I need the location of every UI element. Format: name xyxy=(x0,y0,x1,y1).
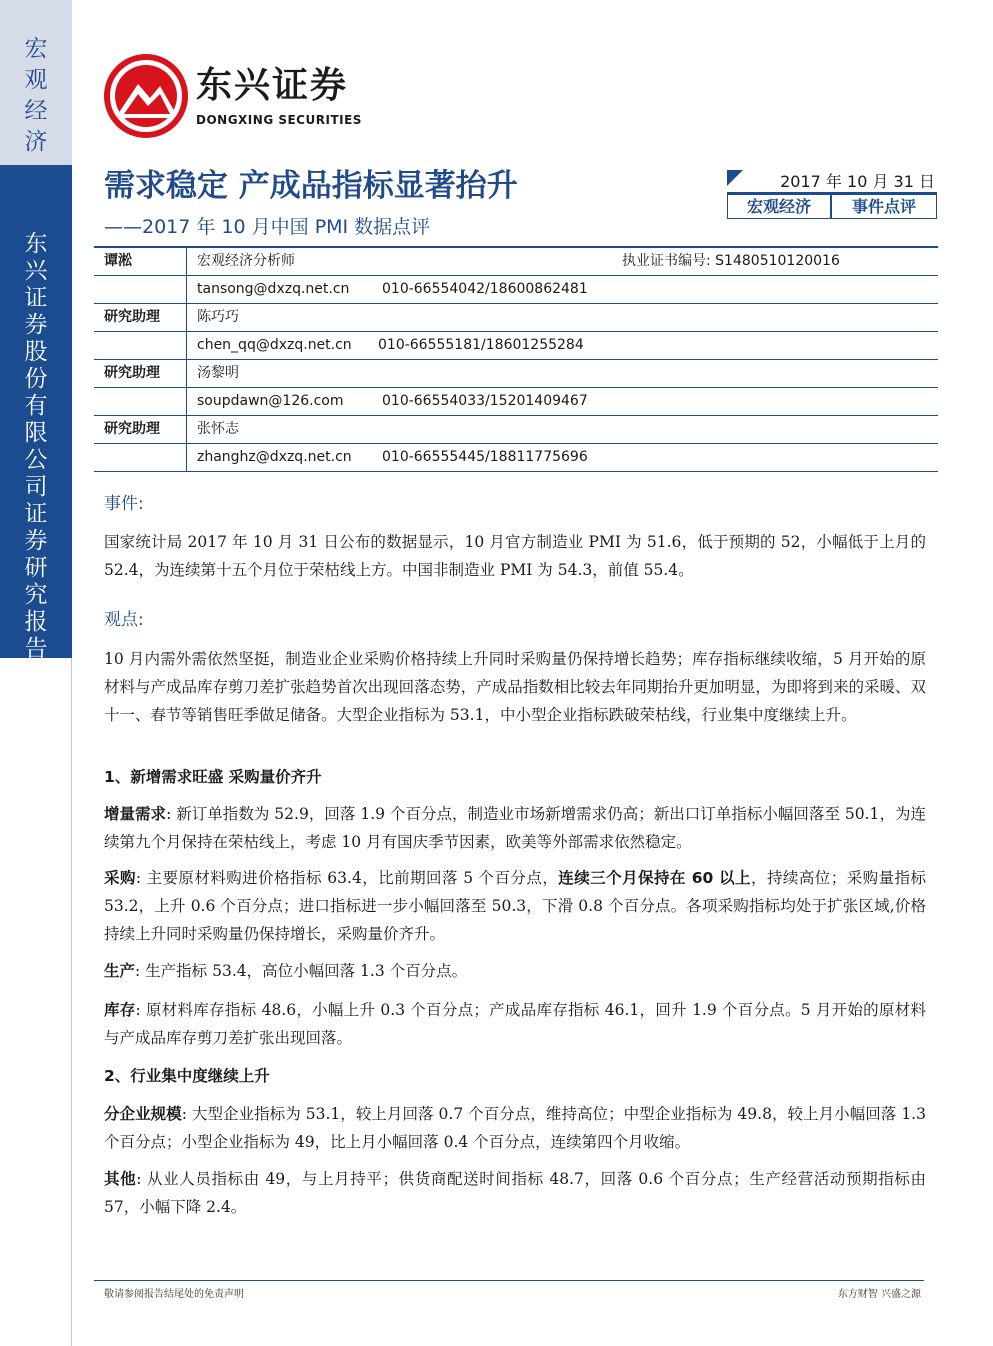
demand-label: 增量需求 xyxy=(104,805,167,823)
demand-text: : 新订单指数为 52.9，回落 1.9 个百分点，制造业市场新增需求仍高；新出口订单指标小幅回落至 50.1，为连续第九个月保持在荣枯线上，考虑 10 月有国庆季节因素，欧美等外部需求依然稳定。 xyxy=(104,805,926,851)
author-cert xyxy=(622,248,840,275)
author-role: 研究助理 xyxy=(104,365,160,381)
production-text: : 生产指标 53.4，高位小幅回落 1.3 个百分点。 xyxy=(135,962,468,980)
sidebar-divider xyxy=(71,658,72,1346)
author-contact-row xyxy=(94,388,938,416)
author-row xyxy=(94,360,938,388)
section2-heading: 2、行业集中度继续上升 xyxy=(104,1067,270,1085)
author-email[interactable]: tansong@dxzq.net.cn xyxy=(186,276,349,303)
author-name: 陈巧巧 xyxy=(186,304,239,331)
footer-disclaimer: 敬请参阅报告结尾处的免责声明 xyxy=(104,1289,244,1300)
cert-label: 执业证书编号: xyxy=(622,253,711,269)
cert-number: S1480510120016 xyxy=(715,253,840,269)
purchase-label: 采购 xyxy=(104,869,136,887)
sidebar-company-band xyxy=(0,165,72,662)
event-heading: 事件: xyxy=(104,494,144,514)
event-text: 国家统计局 2017 年 10 月 31 日公布的数据显示，10 月官方制造业 PMI 为 51.6，低于预期的 52，小幅低于上月的 52.4，为连续第十五个月位于荣枯线上方。中国非制造业 PMI 为 54.3，前值 55.4。 xyxy=(104,533,926,579)
sidebar-category: 宏观经济 xyxy=(24,36,48,155)
purchase-text-b: ，持续高位；采购量指标 53.2，上升 0.6 个百分点；进口指标进一步小幅回落至 50.3，下滑 0.8 个百分点。各项采购指标均处于扩张区域,价格持续上升同时采购量仍保持增长，采购量价齐升。 xyxy=(104,869,926,943)
author-phone: 010-66554033/15201409467 xyxy=(382,393,588,409)
demand-paragraph xyxy=(104,800,926,856)
brand-name-cn: 东兴证券 xyxy=(196,65,349,106)
footer-divider xyxy=(94,1280,924,1281)
brand-name-en: DONGXING SECURITIES xyxy=(196,113,362,127)
authors-table xyxy=(94,246,938,472)
dongxing-logo-icon xyxy=(104,54,188,138)
author-row xyxy=(94,416,938,444)
tag-event-review: 事件点评 xyxy=(831,194,937,219)
production-label: 生产 xyxy=(104,962,136,980)
author-name: 汤黎明 xyxy=(186,360,239,387)
author-role: 谭淞 xyxy=(104,253,132,269)
sidebar-company-report: 东兴证券股份有限公司证券研究报告 xyxy=(24,231,48,662)
author-email[interactable]: zhanghz@dxzq.net.cn xyxy=(186,444,352,471)
sidebar-category-band xyxy=(0,0,72,165)
production-paragraph xyxy=(104,957,926,985)
author-row xyxy=(94,304,938,332)
author-name: 张怀志 xyxy=(186,416,239,443)
purchase-highlight: 连续三个月保持在 60 以上 xyxy=(558,869,752,887)
other-paragraph xyxy=(104,1165,926,1221)
date-box xyxy=(727,166,937,194)
author-contact-row xyxy=(94,332,938,360)
report-title: 需求稳定 产成品指标显著抬升 xyxy=(104,168,518,204)
report-date: 2017 年 10 月 31 日 xyxy=(780,172,935,191)
author-contact-row xyxy=(94,276,938,304)
other-label: 其他 xyxy=(104,1170,137,1188)
inventory-label: 库存 xyxy=(104,1001,136,1019)
other-text: : 从业人员指标由 49，与上月持平；供货商配送时间指标 48.7，回落 0.6 个百分点；生产经营活动预期指标由 57，小幅下降 2.4。 xyxy=(104,1170,926,1216)
purchase-text-a: : 主要原材料购进价格指标 63.4，比前期回落 5 个百分点， xyxy=(135,869,559,887)
footer-slogan: 东方财智 兴盛之源 xyxy=(837,1289,921,1300)
author-phone: 010-66554042/18600862481 xyxy=(382,281,588,297)
inventory-text: : 原材料库存指标 48.6，小幅上升 0.3 个百分点；产成品库存指标 46.1，回升 1.9 个百分点。5 月开始的原材料与产成品库存剪刀差扩张出现回落。 xyxy=(104,1001,926,1047)
inventory-paragraph xyxy=(104,996,926,1052)
author-email[interactable]: soupdawn@126.com xyxy=(186,388,343,415)
author-phone: 010-66555445/18811775696 xyxy=(382,449,588,465)
author-contact-row xyxy=(94,444,938,471)
purchase-paragraph xyxy=(104,864,926,948)
author-role: 研究助理 xyxy=(104,421,160,437)
scale-label: 分企业规模 xyxy=(104,1105,182,1123)
author-role: 研究助理 xyxy=(104,309,160,325)
view-heading: 观点: xyxy=(104,610,144,630)
triangle-marker-icon xyxy=(727,170,743,186)
author-phone: 010-66555181/18601255284 xyxy=(378,337,584,353)
scale-paragraph xyxy=(104,1100,926,1156)
tag-macro: 宏观经济 xyxy=(727,194,831,219)
scale-text: : 大型企业指标为 53.1，较上月回落 0.7 个百分点，维持高位；中型企业指标为 49.8，较上月小幅回落 1.3 个百分点；小型企业指标为 49，比上月小幅回落 0.4 个百分点，连续第四个月收缩。 xyxy=(104,1105,926,1151)
tag-row xyxy=(727,194,937,219)
view-text: 10 月内需外需依然坚挺，制造业企业采购价格持续上升同时采购量仍保持增长趋势；库存指标继续收缩，5 月开始的原材料与产成品库存剪刀差扩张趋势首次出现回落态势，产成品指数相比较去年同期抬升更加明显，为即将到来的采暖、双十一、春节等销售旺季做足储备。大型企业指标为 53.1，中小型企业指标跌破荣枯线，行业集中度继续上升。 xyxy=(104,650,926,724)
report-subtitle: ——2017 年 10 月中国 PMI 数据点评 xyxy=(104,216,431,238)
author-email[interactable]: chen_qq@dxzq.net.cn xyxy=(186,332,352,359)
author-row xyxy=(94,248,938,276)
author-title: 宏观经济分析师 xyxy=(186,248,295,275)
section1-heading: 1、新增需求旺盛 采购量价齐升 xyxy=(104,768,322,786)
